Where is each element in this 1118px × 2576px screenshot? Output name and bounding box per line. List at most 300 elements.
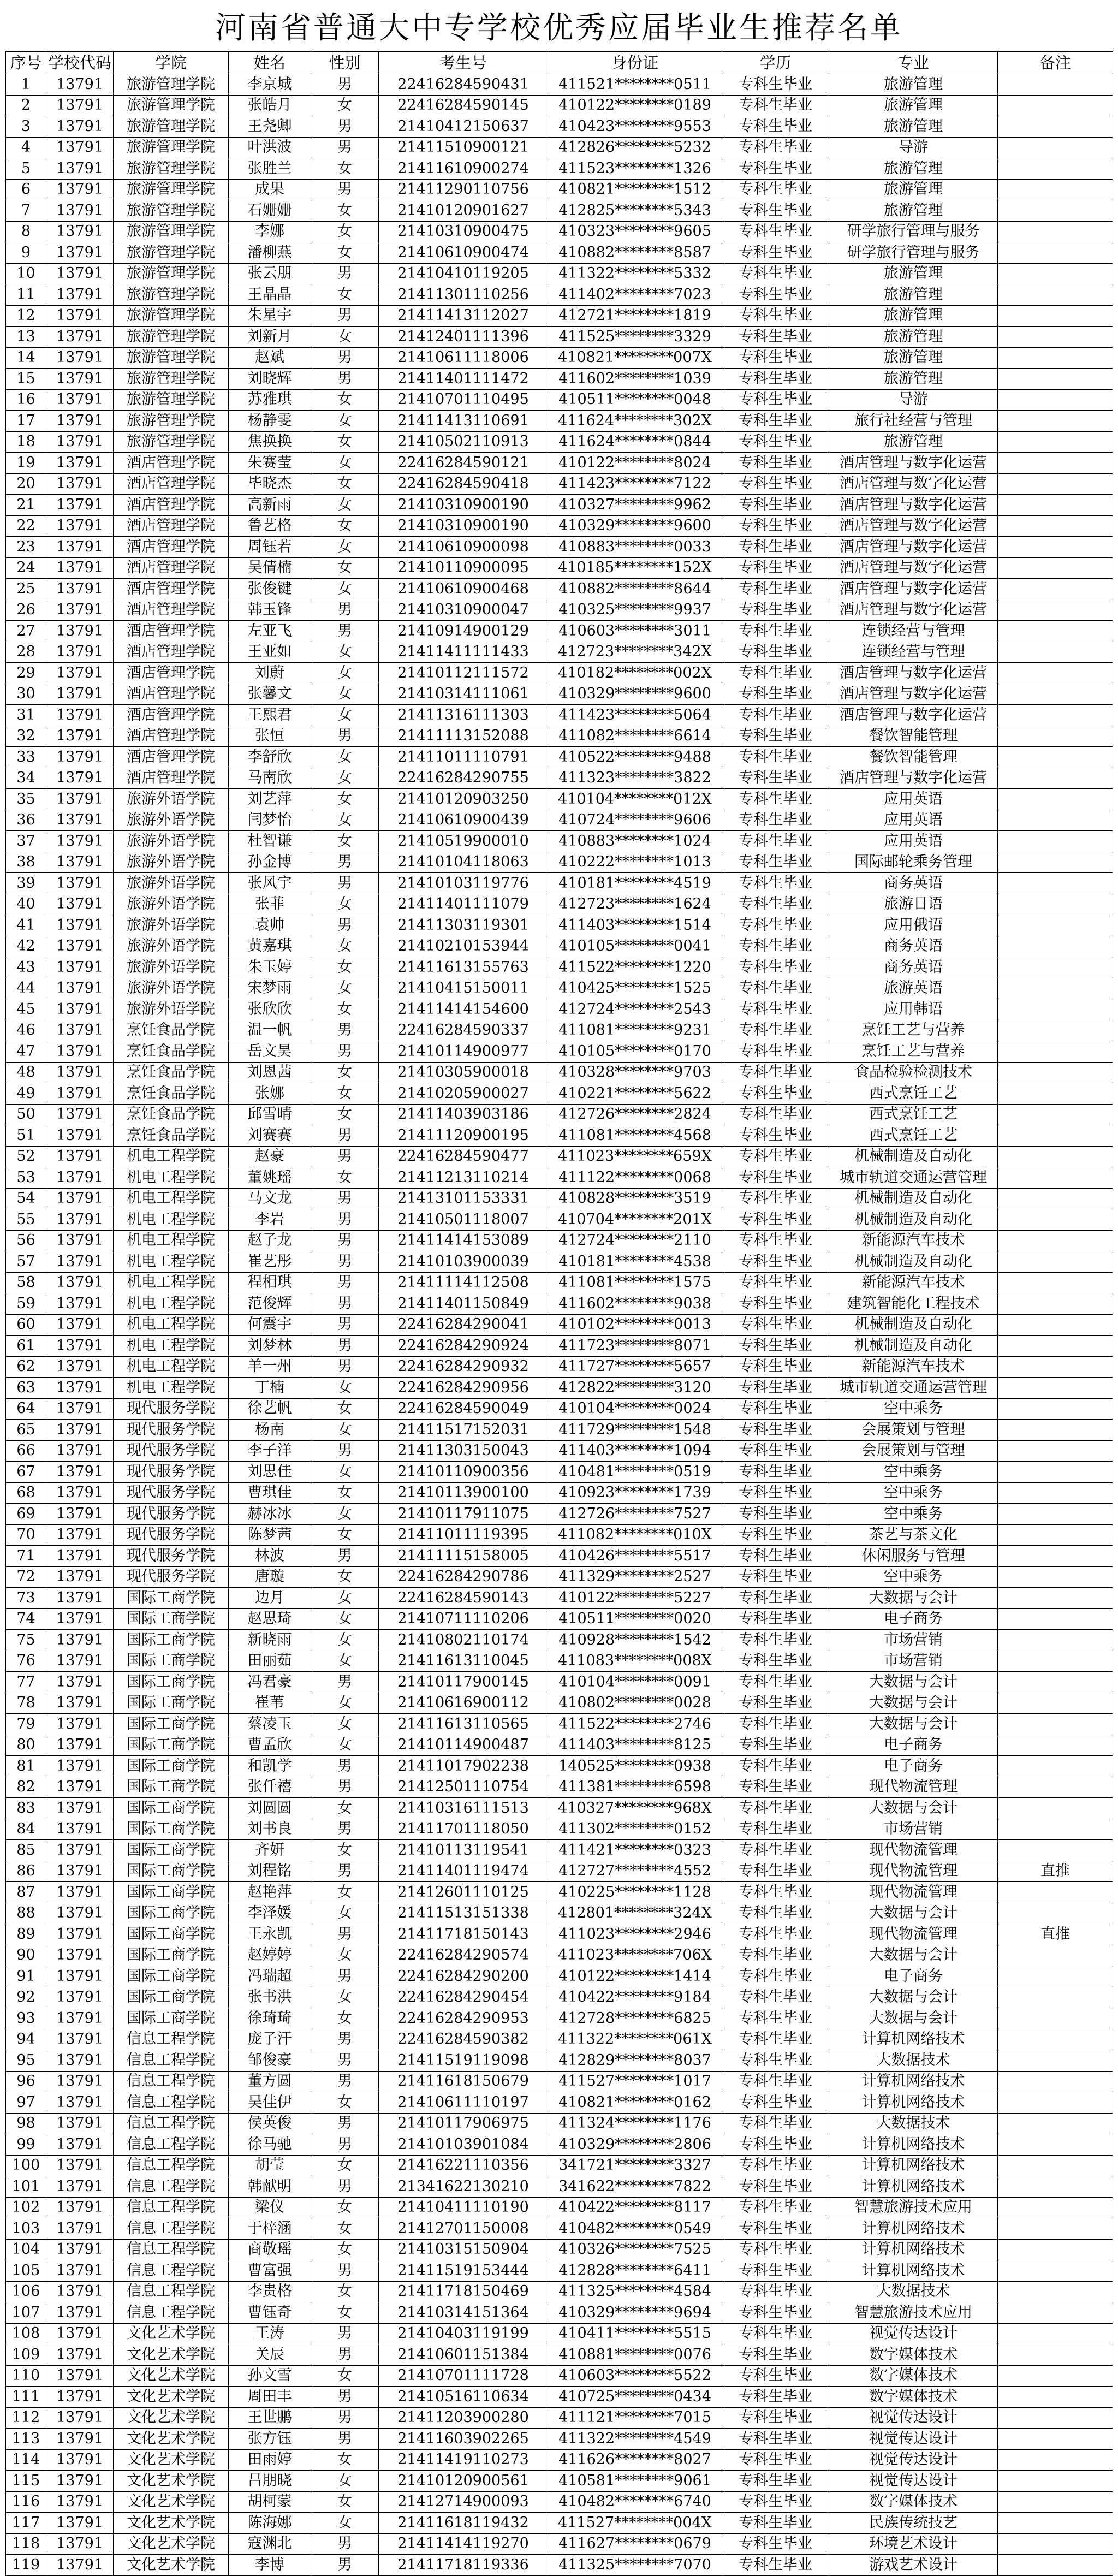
table-row (6, 2071, 1113, 2092)
cell-major: 商务英语 (829, 936, 998, 957)
cell-exam-no: 21410502110913 (379, 431, 548, 453)
cell-id-card: 411402********7023 (548, 284, 722, 306)
cell-education: 专科生毕业 (722, 2029, 829, 2050)
cell-education: 专科生毕业 (722, 915, 829, 936)
cell-name: 鲁艺格 (229, 515, 311, 537)
cell-education: 专科生毕业 (722, 768, 829, 789)
cell-exam-no: 21411011110791 (379, 747, 548, 768)
cell-index: 2 (6, 95, 46, 116)
cell-id-card: 412726********2824 (548, 1104, 722, 1125)
cell-id-card: 411082********010X (548, 1524, 722, 1546)
cell-id-card: 410581********9061 (548, 2471, 722, 2492)
cell-school-code: 13791 (46, 2029, 114, 2050)
recommendation-table (5, 51, 1113, 2576)
cell-id-card: 411624********0844 (548, 431, 722, 453)
table-row (6, 2387, 1113, 2408)
cell-remarks (998, 1945, 1113, 1966)
cell-index: 8 (6, 221, 46, 242)
cell-remarks (998, 327, 1113, 348)
table-row (6, 1251, 1113, 1273)
cell-index: 60 (6, 1314, 46, 1336)
cell-college: 国际工商学院 (114, 1819, 229, 1840)
cell-id-card: 410923********1739 (548, 1482, 722, 1504)
cell-exam-no: 21410412150637 (379, 116, 548, 138)
table-row (6, 95, 1113, 116)
cell-exam-no: 21410501118007 (379, 1209, 548, 1231)
cell-index: 88 (6, 1903, 46, 1924)
cell-index: 78 (6, 1693, 46, 1714)
cell-exam-no: 21411401119474 (379, 1861, 548, 1882)
cell-school-code: 13791 (46, 495, 114, 516)
cell-college: 旅游管理学院 (114, 431, 229, 453)
cell-major: 大数据技术 (829, 2281, 998, 2302)
cell-gender: 女 (311, 768, 379, 789)
cell-id-card: 411523********1326 (548, 158, 722, 180)
cell-college: 现代服务学院 (114, 1462, 229, 1483)
cell-id-card: 410482********6740 (548, 2491, 722, 2513)
cell-school-code: 13791 (46, 915, 114, 936)
cell-gender: 女 (311, 2155, 379, 2176)
cell-school-code: 13791 (46, 1735, 114, 1756)
cell-education: 专科生毕业 (722, 2302, 829, 2324)
cell-remarks (998, 116, 1113, 138)
cell-education: 专科生毕业 (722, 2449, 829, 2471)
cell-index: 38 (6, 852, 46, 873)
cell-name: 李贵格 (229, 2281, 311, 2302)
cell-remarks (998, 2218, 1113, 2240)
cell-remarks (998, 1272, 1113, 1293)
cell-major: 西式烹饪工艺 (829, 1125, 998, 1147)
cell-id-card: 410221********5622 (548, 1083, 722, 1105)
cell-school-code: 13791 (46, 2387, 114, 2408)
cell-name: 黄嘉琪 (229, 936, 311, 957)
cell-education: 专科生毕业 (722, 1293, 829, 1315)
cell-remarks (998, 1966, 1113, 1987)
cell-exam-no: 21411203900280 (379, 2407, 548, 2429)
cell-major: 新能源汽车技术 (829, 1272, 998, 1293)
cell-index: 61 (6, 1336, 46, 1357)
cell-school-code: 13791 (46, 1777, 114, 1798)
cell-remarks (998, 705, 1113, 726)
cell-education: 专科生毕业 (722, 284, 829, 306)
cell-college: 信息工程学院 (114, 2176, 229, 2198)
cell-index: 16 (6, 389, 46, 411)
cell-college: 信息工程学院 (114, 2260, 229, 2282)
cell-gender: 女 (311, 831, 379, 852)
table-row (6, 515, 1113, 537)
cell-college: 旅游管理学院 (114, 74, 229, 96)
cell-remarks (998, 1819, 1113, 1840)
cell-id-card: 411081********1575 (548, 1272, 722, 1293)
cell-major: 会展策划与管理 (829, 1420, 998, 1441)
cell-major: 大数据与会计 (829, 2008, 998, 2029)
cell-id-card: 411122********0068 (548, 1167, 722, 1189)
cell-index: 116 (6, 2491, 46, 2513)
cell-college: 信息工程学院 (114, 2134, 229, 2156)
cell-id-card: 411081********4568 (548, 1125, 722, 1147)
cell-major: 现代物流管理 (829, 1840, 998, 1861)
cell-exam-no: 21411519153444 (379, 2260, 548, 2282)
cell-school-code: 13791 (46, 1083, 114, 1105)
cell-school-code: 13791 (46, 2365, 114, 2387)
column-header-education: 学历 (722, 52, 829, 74)
cell-gender: 男 (311, 2555, 379, 2576)
cell-major: 电子商务 (829, 1756, 998, 1777)
cell-index: 86 (6, 1861, 46, 1882)
cell-id-card: 411627********0679 (548, 2533, 722, 2555)
cell-major: 数字媒体技术 (829, 2344, 998, 2366)
cell-school-code: 13791 (46, 2176, 114, 2198)
cell-remarks (998, 1524, 1113, 1546)
cell-school-code: 13791 (46, 179, 114, 200)
cell-exam-no: 21410611110197 (379, 2092, 548, 2114)
cell-index: 57 (6, 1251, 46, 1273)
cell-college: 信息工程学院 (114, 2302, 229, 2324)
cell-name: 刘圆圆 (229, 1798, 311, 1819)
cell-school-code: 13791 (46, 389, 114, 411)
cell-remarks (998, 1041, 1113, 1063)
cell-id-card: 411329********2527 (548, 1566, 722, 1588)
cell-major: 机械制造及自动化 (829, 1251, 998, 1273)
cell-education: 专科生毕业 (722, 1630, 829, 1651)
cell-education: 专科生毕业 (722, 473, 829, 495)
cell-school-code: 13791 (46, 453, 114, 474)
cell-name: 张娜 (229, 1083, 311, 1105)
cell-name: 范俊辉 (229, 1293, 311, 1315)
cell-id-card: 412828********6411 (548, 2260, 722, 2282)
cell-school-code: 13791 (46, 1440, 114, 1462)
cell-remarks (998, 2491, 1113, 2513)
table-row (6, 1546, 1113, 1567)
cell-remarks (998, 2134, 1113, 2156)
cell-index: 83 (6, 1798, 46, 1819)
cell-exam-no: 21411701118050 (379, 1819, 548, 1840)
cell-remarks (998, 74, 1113, 96)
cell-major: 酒店管理与数字化运营 (829, 768, 998, 789)
cell-index: 58 (6, 1272, 46, 1293)
cell-education: 专科生毕业 (722, 789, 829, 810)
cell-id-card: 410104********0091 (548, 1672, 722, 1693)
cell-education: 专科生毕业 (722, 2008, 829, 2029)
table-row (6, 2302, 1113, 2324)
cell-id-card: 410423********9553 (548, 116, 722, 138)
cell-gender: 女 (311, 1945, 379, 1966)
cell-college: 机电工程学院 (114, 1336, 229, 1357)
cell-gender: 女 (311, 411, 379, 432)
cell-exam-no: 21411513151338 (379, 1903, 548, 1924)
cell-exam-no: 21411316111303 (379, 705, 548, 726)
cell-college: 国际工商学院 (114, 1840, 229, 1861)
cell-index: 66 (6, 1440, 46, 1462)
cell-major: 导游 (829, 137, 998, 158)
cell-id-card: 140525********0938 (548, 1756, 722, 1777)
cell-index: 99 (6, 2134, 46, 2156)
cell-major: 旅游管理 (829, 431, 998, 453)
cell-id-card: 410104********0024 (548, 1398, 722, 1420)
cell-major: 酒店管理与数字化运营 (829, 515, 998, 537)
cell-index: 109 (6, 2344, 46, 2366)
cell-college: 旅游外语学院 (114, 978, 229, 999)
cell-major: 视觉传达设计 (829, 2323, 998, 2344)
cell-remarks (998, 831, 1113, 852)
cell-name: 杜智谦 (229, 831, 311, 852)
cell-name: 刘晓辉 (229, 369, 311, 390)
cell-gender: 女 (311, 1504, 379, 1525)
cell-school-code: 13791 (46, 1861, 114, 1882)
cell-remarks (998, 1314, 1113, 1336)
cell-education: 专科生毕业 (722, 1714, 829, 1735)
cell-id-card: 410182********002X (548, 663, 722, 684)
cell-school-code: 13791 (46, 1041, 114, 1063)
cell-education: 专科生毕业 (722, 810, 829, 831)
cell-id-card: 410821********1512 (548, 179, 722, 200)
cell-index: 89 (6, 1924, 46, 1945)
cell-college: 旅游管理学院 (114, 95, 229, 116)
cell-gender: 男 (311, 369, 379, 390)
cell-id-card: 410603********5522 (548, 2365, 722, 2387)
cell-name: 岳文昊 (229, 1041, 311, 1063)
cell-gender: 女 (311, 2449, 379, 2471)
cell-school-code: 13791 (46, 200, 114, 222)
table-row (6, 411, 1113, 432)
cell-index: 36 (6, 810, 46, 831)
cell-major: 酒店管理与数字化运营 (829, 579, 998, 600)
cell-major: 酒店管理与数字化运营 (829, 537, 998, 558)
cell-id-card: 411324********1176 (548, 2113, 722, 2134)
cell-id-card: 411403********1514 (548, 915, 722, 936)
cell-gender: 女 (311, 2491, 379, 2513)
cell-education: 专科生毕业 (722, 1146, 829, 1167)
cell-name: 刘思佳 (229, 1462, 311, 1483)
cell-id-card: 410928********1542 (548, 1630, 722, 1651)
cell-school-code: 13791 (46, 936, 114, 957)
cell-index: 34 (6, 768, 46, 789)
cell-remarks (998, 369, 1113, 390)
cell-college: 旅游外语学院 (114, 831, 229, 852)
cell-remarks (998, 2176, 1113, 2198)
cell-id-card: 411421********0323 (548, 1840, 722, 1861)
table-row (6, 2197, 1113, 2218)
cell-education: 专科生毕业 (722, 179, 829, 200)
cell-gender: 男 (311, 1251, 379, 1273)
cell-id-card: 411527********004X (548, 2513, 722, 2534)
cell-school-code: 13791 (46, 1293, 114, 1315)
cell-gender: 女 (311, 2365, 379, 2387)
cell-major: 视觉传达设计 (829, 2471, 998, 2492)
cell-major: 计算机网络技术 (829, 2155, 998, 2176)
cell-index: 21 (6, 495, 46, 516)
cell-school-code: 13791 (46, 1924, 114, 1945)
cell-gender: 男 (311, 2323, 379, 2344)
cell-gender: 女 (311, 1588, 379, 1609)
cell-school-code: 13791 (46, 2281, 114, 2302)
cell-remarks (998, 768, 1113, 789)
cell-education: 专科生毕业 (722, 557, 829, 579)
cell-college: 旅游管理学院 (114, 411, 229, 432)
table-row (6, 242, 1113, 264)
cell-name: 崔艺彤 (229, 1251, 311, 1273)
cell-major: 游戏艺术设计 (829, 2555, 998, 2576)
cell-name: 李舒欣 (229, 747, 311, 768)
cell-major: 酒店管理与数字化运营 (829, 473, 998, 495)
cell-gender: 男 (311, 2134, 379, 2156)
cell-major: 城市轨道交通运营管理 (829, 1167, 998, 1189)
cell-education: 专科生毕业 (722, 158, 829, 180)
cell-gender: 男 (311, 852, 379, 873)
cell-name: 赵子龙 (229, 1230, 311, 1251)
cell-college: 旅游外语学院 (114, 894, 229, 915)
cell-name: 苏雅琪 (229, 389, 311, 411)
cell-school-code: 13791 (46, 1062, 114, 1083)
cell-name: 周钰若 (229, 537, 311, 558)
cell-id-card: 410422********9184 (548, 1987, 722, 2008)
cell-id-card: 411381********6598 (548, 1777, 722, 1798)
cell-college: 信息工程学院 (114, 2092, 229, 2114)
cell-college: 烹饪食品学院 (114, 1083, 229, 1105)
cell-remarks (998, 747, 1113, 768)
cell-gender: 男 (311, 2429, 379, 2450)
table-row (6, 2533, 1113, 2555)
cell-name: 侯英俊 (229, 2113, 311, 2134)
cell-exam-no: 21410114900487 (379, 1735, 548, 1756)
cell-gender: 女 (311, 1524, 379, 1546)
cell-name: 刘蔚 (229, 663, 311, 684)
table-row (6, 726, 1113, 747)
cell-id-card: 410883********1024 (548, 831, 722, 852)
cell-education: 专科生毕业 (722, 431, 829, 453)
cell-education: 专科生毕业 (722, 263, 829, 284)
cell-major: 市场营销 (829, 1651, 998, 1672)
cell-exam-no: 21411414154600 (379, 999, 548, 1020)
cell-education: 专科生毕业 (722, 1314, 829, 1336)
cell-major: 旅游管理 (829, 179, 998, 200)
cell-exam-no: 21411610900274 (379, 158, 548, 180)
cell-major: 大数据与会计 (829, 1798, 998, 1819)
cell-remarks (998, 1440, 1113, 1462)
cell-major: 智慧旅游技术应用 (829, 2197, 998, 2218)
cell-remarks (998, 2407, 1113, 2429)
cell-college: 文化艺术学院 (114, 2387, 229, 2408)
cell-exam-no: 21341622130210 (379, 2176, 548, 2198)
cell-remarks (998, 2344, 1113, 2366)
cell-exam-no: 21416221110356 (379, 2155, 548, 2176)
cell-education: 专科生毕业 (722, 2176, 829, 2198)
cell-name: 邱雪晴 (229, 1104, 311, 1125)
cell-name: 羊一州 (229, 1356, 311, 1378)
cell-college: 文化艺术学院 (114, 2323, 229, 2344)
cell-index: 51 (6, 1125, 46, 1147)
table-row (6, 305, 1113, 327)
table-row (6, 453, 1113, 474)
cell-major: 旅游管理 (829, 327, 998, 348)
cell-id-card: 410122********5227 (548, 1588, 722, 1609)
cell-college: 酒店管理学院 (114, 453, 229, 474)
table-row (6, 621, 1113, 642)
cell-remarks (998, 1546, 1113, 1567)
cell-id-card: 410411********5515 (548, 2323, 722, 2344)
cell-name: 吴倩楠 (229, 557, 311, 579)
cell-exam-no: 21410610900474 (379, 242, 548, 264)
cell-college: 国际工商学院 (114, 1693, 229, 1714)
cell-name: 韩献明 (229, 2176, 311, 2198)
cell-major: 民族传统技艺 (829, 2513, 998, 2534)
cell-name: 田雨婷 (229, 2449, 311, 2471)
cell-exam-no: 21410114900977 (379, 1041, 548, 1063)
cell-remarks (998, 1209, 1113, 1231)
cell-remarks (998, 1293, 1113, 1315)
cell-college: 现代服务学院 (114, 1524, 229, 1546)
cell-major: 餐饮智能管理 (829, 726, 998, 747)
cell-id-card: 411322********061X (548, 2029, 722, 2050)
cell-education: 专科生毕业 (722, 1566, 829, 1588)
cell-college: 文化艺术学院 (114, 2555, 229, 2576)
cell-gender: 男 (311, 2407, 379, 2429)
cell-major: 会展策划与管理 (829, 1440, 998, 1462)
cell-education: 专科生毕业 (722, 2197, 829, 2218)
cell-gender: 女 (311, 663, 379, 684)
cell-exam-no: 22416284590145 (379, 95, 548, 116)
cell-education: 专科生毕业 (722, 1777, 829, 1798)
cell-college: 旅游管理学院 (114, 389, 229, 411)
cell-index: 105 (6, 2260, 46, 2282)
cell-index: 20 (6, 473, 46, 495)
cell-exam-no: 21410117900145 (379, 1672, 548, 1693)
table-row (6, 1566, 1113, 1588)
cell-gender: 女 (311, 1798, 379, 1819)
cell-major: 旅游管理 (829, 263, 998, 284)
cell-education: 专科生毕业 (722, 2113, 829, 2134)
table-row (6, 1756, 1113, 1777)
cell-gender: 男 (311, 1356, 379, 1378)
cell-education: 专科生毕业 (722, 95, 829, 116)
cell-gender: 女 (311, 1566, 379, 1588)
cell-college: 机电工程学院 (114, 1251, 229, 1273)
cell-remarks (998, 2239, 1113, 2260)
cell-name: 刘艺萍 (229, 789, 311, 810)
cell-name: 董方圆 (229, 2071, 311, 2092)
cell-major: 酒店管理与数字化运营 (829, 600, 998, 621)
cell-remarks (998, 1251, 1113, 1273)
cell-name: 唐璇 (229, 1566, 311, 1588)
cell-gender: 男 (311, 347, 379, 369)
cell-exam-no: 21410104118063 (379, 852, 548, 873)
table-row (6, 642, 1113, 663)
cell-education: 专科生毕业 (722, 495, 829, 516)
cell-school-code: 13791 (46, 2407, 114, 2429)
cell-id-card: 410329********2806 (548, 2134, 722, 2156)
cell-school-code: 13791 (46, 747, 114, 768)
cell-exam-no: 21411011119395 (379, 1524, 548, 1546)
cell-remarks (998, 263, 1113, 284)
cell-education: 专科生毕业 (722, 537, 829, 558)
cell-remarks (998, 1482, 1113, 1504)
cell-college: 烹饪食品学院 (114, 1062, 229, 1083)
table-row (6, 2513, 1113, 2534)
cell-index: 37 (6, 831, 46, 852)
cell-major: 视觉传达设计 (829, 2429, 998, 2450)
cell-gender: 女 (311, 200, 379, 222)
cell-id-card: 411081********9231 (548, 1020, 722, 1041)
cell-school-code: 13791 (46, 1314, 114, 1336)
table-row (6, 684, 1113, 705)
cell-exam-no: 22416284290786 (379, 1566, 548, 1588)
cell-id-card: 410522********9488 (548, 747, 722, 768)
table-row (6, 473, 1113, 495)
cell-remarks (998, 473, 1113, 495)
cell-exam-no: 21410610900468 (379, 579, 548, 600)
cell-college: 现代服务学院 (114, 1482, 229, 1504)
cell-college: 信息工程学院 (114, 2155, 229, 2176)
